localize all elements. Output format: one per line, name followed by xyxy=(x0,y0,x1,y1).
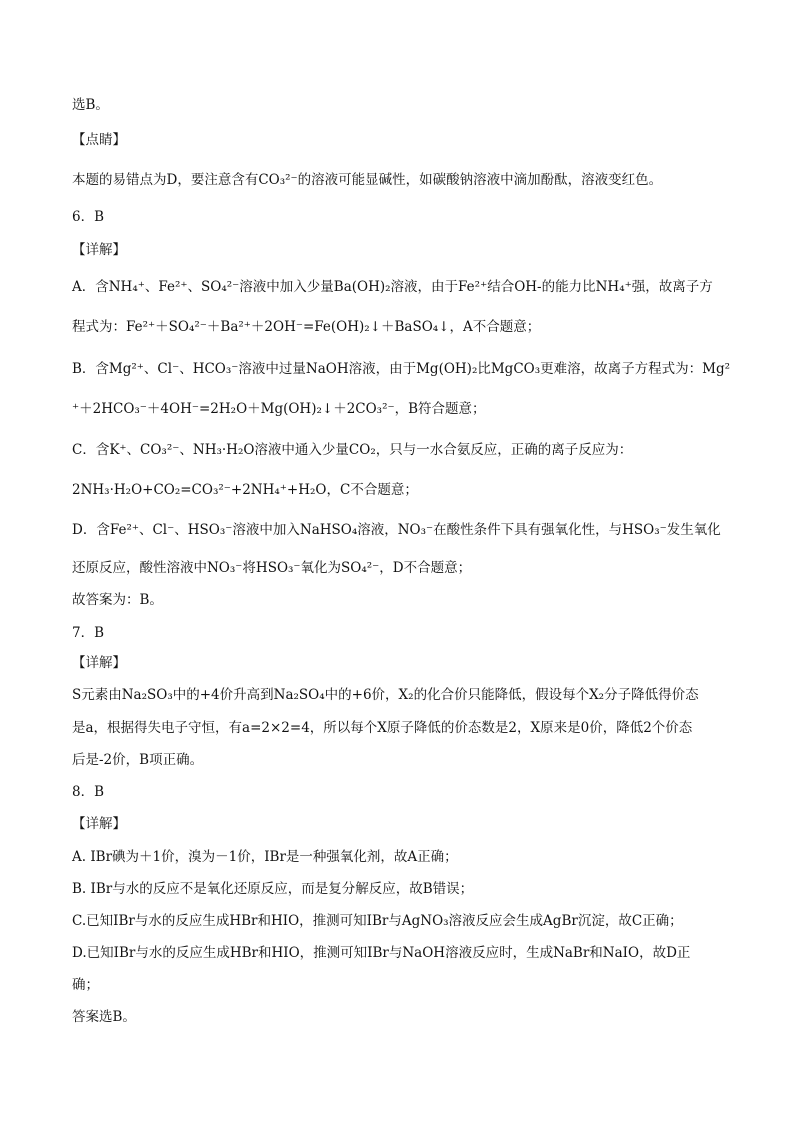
section-heading-xiangjie: 【详解】 xyxy=(72,816,126,832)
answer-line: 选B。 xyxy=(72,97,109,113)
paragraph-line: 后是-2价，B项正确。 xyxy=(72,752,204,768)
paragraph-line: D.已知IBr与水的反应生成HBr和HIO，推测可知IBr与NaOH溶液反应时，生成NaBr和NaIO，故D正 xyxy=(72,945,691,961)
answer-line: 故答案为：B。 xyxy=(72,592,163,608)
question-number-8: 8．B xyxy=(72,784,105,800)
answer-line: 答案选B。 xyxy=(72,1009,136,1025)
paragraph-line: 是a，根据得失电子守恒，有a=2×2=4，所以每个X原子降低的价态数是2，X原来是0价，降低2个价态 xyxy=(72,720,693,736)
question-number-6: 6．B xyxy=(72,209,105,225)
paragraph-line: C.已知IBr与水的反应生成HBr和HIO，推测可知IBr与AgNO₃溶液反应会生成AgBr沉淀，故C正确； xyxy=(72,913,683,929)
paragraph-line: 本题的易错点为D，要注意含有CO₃²⁻的溶液可能显碱性，如碳酸钠溶液中滴加酚酞，溶液变红色。 xyxy=(72,172,663,188)
section-heading-xiangjie: 【详解】 xyxy=(72,242,126,258)
paragraph-line: A. IBr碘为＋1价，溴为－1价，IBr是一种强氧化剂，故A正确； xyxy=(72,849,458,865)
paragraph-line: ⁺＋2HCO₃⁻＋4OH⁻=2H₂O＋Mg(OH)₂↓＋2CO₃²⁻，B符合题意； xyxy=(72,401,486,417)
paragraph-line: D．含Fe²⁺、Cl⁻、HSO₃⁻溶液中加入NaHSO₄溶液，NO₃⁻在酸性条件下具有强氧化性，与HSO₃⁻发生氧化 xyxy=(72,522,721,538)
paragraph-line: B. IBr与水的反应不是氧化还原反应，而是复分解反应，故B错误； xyxy=(72,881,474,897)
section-heading-xiangjie: 【详解】 xyxy=(72,655,126,671)
paragraph-line: B．含Mg²⁺、Cl⁻、HCO₃⁻溶液中过量NaOH溶液，由于Mg(OH)₂比MgCO₃更难溶，故离子方程式为：Mg² xyxy=(72,361,731,377)
paragraph-line: 2NH₃·H₂O+CO₂=CO₃²⁻+2NH₄⁺+H₂O，C不合题意； xyxy=(72,482,418,498)
paragraph-line: A．含NH₄⁺、Fe²⁺、SO₄²⁻溶液中加入少量Ba(OH)₂溶液，由于Fe²⁺结合OH-的能力比NH₄⁺强，故离子方 xyxy=(72,279,713,295)
paragraph-line: C．含K⁺、CO₃²⁻、NH₃·H₂O溶液中通入少量CO₂，只与一水合氨反应，正确的离子反应为： xyxy=(72,442,633,458)
section-heading-dianjing: 【点睛】 xyxy=(72,132,126,148)
paragraph-line: 程式为：Fe²⁺＋SO₄²⁻＋Ba²⁺＋2OH⁻=Fe(OH)₂↓＋BaSO₄↓，A不合题意； xyxy=(72,319,541,335)
paragraph-line: S元素由Na₂SO₃中的+4价升高到Na₂SO₄中的+6价，X₂的化合价只能降低，假设每个X₂分子降低得价态 xyxy=(72,687,699,703)
paragraph-line: 确； xyxy=(72,977,99,993)
paragraph-line: 还原反应，酸性溶液中NO₃⁻将HSO₃⁻氧化为SO₄²⁻，D不合题意； xyxy=(72,560,472,576)
question-number-7: 7．B xyxy=(72,625,105,641)
